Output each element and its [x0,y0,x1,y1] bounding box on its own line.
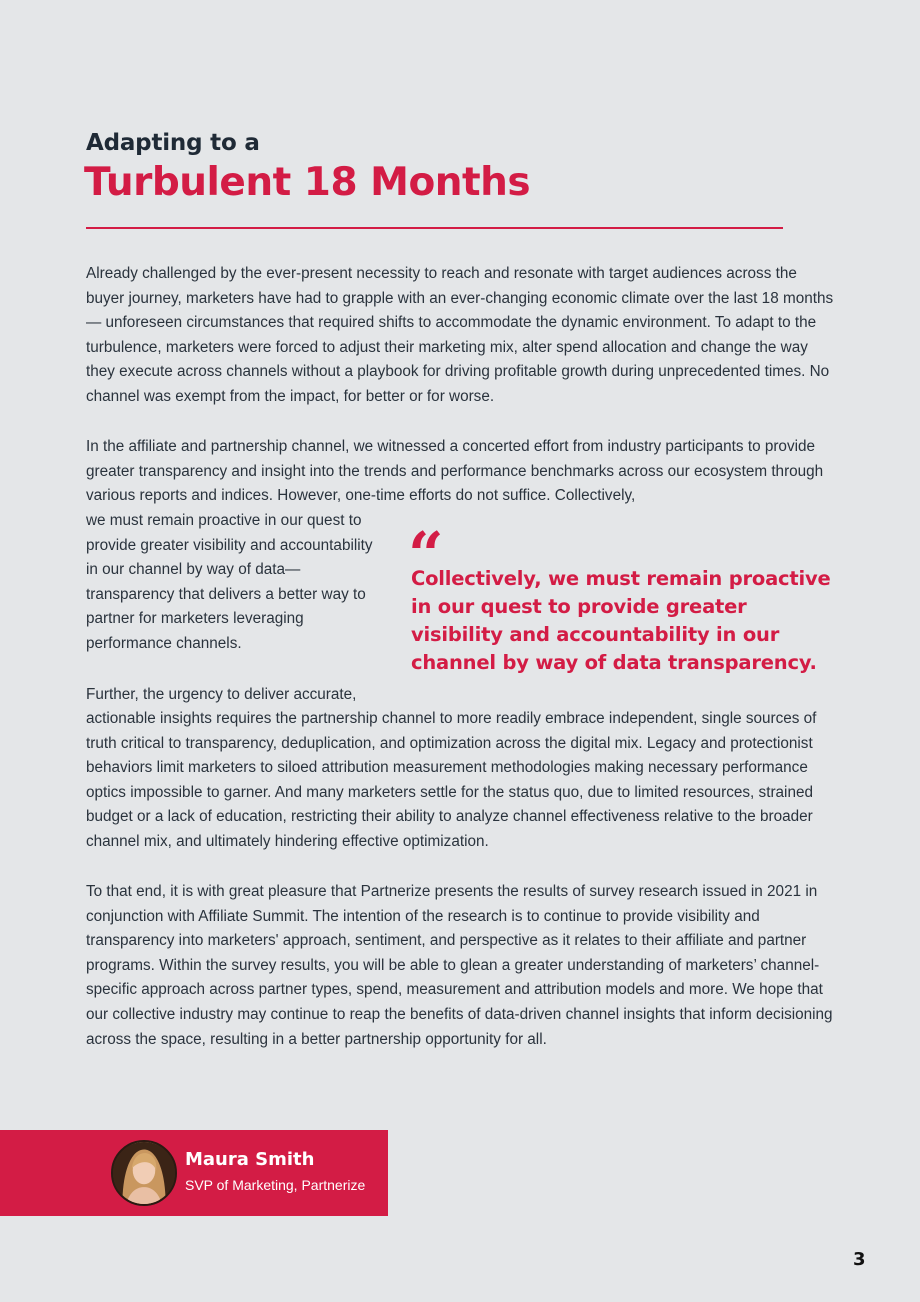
author-name: Maura Smith [185,1149,315,1170]
portrait-icon [113,1142,175,1204]
paragraph-2-continued: we must remain proactive in our quest to provide greater visibility and accountability in our channel by way of data—transparency that delivers a better way to partner for marketers leveraging performance channels. [86,512,373,652]
paragraph-3: actionable insights requires the partnership channel to more readily embrace independent, single sources of truth critical to transparency, deduplication, and optimization across the digital mix. Legacy and protectionist behaviors limit marketers to siloed attribution measurement methodologies making necessary performance optics impossible to garner. And many marketers settle for the status quo, due to limited resources, strained budget or a lack of education, restricting their ability to analyze channel effectiveness relative to the broader channel mix, and ultimately hindering effective optimization. [86,710,817,850]
page-number: 3 [853,1249,866,1270]
author-band [0,1130,388,1216]
quote-mark-icon: “ [408,518,444,591]
paragraph-3-start: Further, the urgency to deliver accurate, [86,686,357,703]
pull-quote: Collectively, we must remain proactive in our quest to provide greater visibility and accountability in our channel by way of data transparency. [411,567,831,674]
title-line-2: Turbulent 18 Months [84,160,531,205]
avatar [111,1140,177,1206]
paragraph-2: In the affiliate and partnership channel, we witnessed a concerted effort from industry participants to provide greater transparency and insight into the trends and performance benchmarks across our ecosystem through various reports and indices. However, one-time efforts do not suffice. Collectively, [86,438,824,505]
paragraph-4: To that end, it is with great pleasure that Partnerize presents the results of survey research issued in 2021 in conjunction with Affiliate Summit. The intention of the research is to continue to provide visibility and transparency into marketers' approach, sentiment, and perspective as it relates to their affiliate and partner programs. Within the survey results, you will be able to glean a greater understanding of marketers’ channel-specific approach across partner types, spend, measurement and attribution models and more. We hope that our collective industry may continue to reap the benefits of data-driven channel insights that inform decisioning across the space, resulting in a better partnership opportunity for all. [86,883,833,1048]
paragraph-1: Already challenged by the ever-present necessity to reach and resonate with target audiences across the buyer journey, marketers have had to grapple with an ever-changing economic climate over the last 18 months — unforeseen circumstances that required shifts to accommodate the dynamic environment. To adapt to the turbulence, marketers were forced to adjust their marketing mix, alter spend allocation and change the way they execute across channels without a playbook for driving profitable growth during unprecedented times. No channel was exempt from the impact, for better or for worse. [86,265,834,405]
title-divider [86,227,783,229]
title-line-1: Adapting to a [86,130,260,156]
author-role: SVP of Marketing, Partnerize [185,1177,366,1193]
